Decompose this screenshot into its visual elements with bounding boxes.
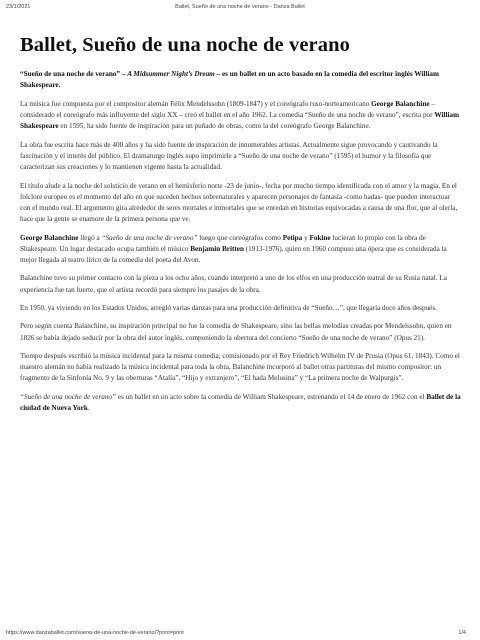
p5-petipa: Petipa bbox=[282, 233, 303, 242]
p10-title: “Sueño de una noche de verano” bbox=[20, 392, 117, 401]
p5-text-4: (1913-1976), quien en 1960 compuso una ópera que es considerada la mejor llegada al teatro lírico de la comedia del poeta del Avon. bbox=[20, 244, 447, 264]
p2-text-1: La música fue compuesta por el compositor alemán Félix Mendelssohn (1809-1847) y el coreógrafo ruso-norteamericano bbox=[20, 99, 372, 108]
p5-title: “Sueño de una noche de verano” bbox=[101, 233, 198, 242]
lead-paragraph bbox=[20, 69, 462, 91]
p5-balanchine: George Balanchine bbox=[20, 233, 79, 242]
article bbox=[20, 34, 462, 421]
p5-text-2: luego que coreógrafos como bbox=[197, 233, 283, 242]
p5-fokine: Fokine bbox=[309, 233, 331, 242]
lead-english-title: A Midsummer Night’s Dream bbox=[127, 69, 215, 78]
print-footer bbox=[6, 626, 474, 636]
lead-text: – es un ballet en un acto basado en la comedia del escritor inglés William Shakespeare. bbox=[20, 69, 439, 89]
print-url: https://www.danzaballet.com/sueno-de-una-noche-de-verano/?print=print bbox=[6, 630, 184, 636]
page-number: 1/4 bbox=[458, 630, 466, 636]
paragraph-9: Tiempo después escribió la música incidental para la misma comedia, comisionado por el Rey Friedrich Wilhelm IV de Prusia (Opus 61, 1843). Como el maestro alemán no había realizado la música incidental para toda la obra, Balanchine incorporó al ballet otras partituras del mismo compositor: un fragmento de la Sinfonía No. 9 y las oberturas “Atalía”, “Hijo y extranjero”, “El hada Melusina” y “La primera noche de Walpurgis”. bbox=[20, 351, 460, 383]
p5-britten: Benjamin Britten bbox=[190, 244, 244, 253]
paragraph-6: Balanchine tuvo su primer contacto con la pieza a los ocho años, cuando interpretó a uno de los elfos en una producción teatral de su Rusia natal. La experiencia fue tan fuerte, que el artista recordó para siempre los pasajes de la obra. bbox=[20, 274, 447, 294]
p2-shakespeare: William Shakespeare bbox=[20, 111, 459, 131]
print-date: 23/1/2021 bbox=[6, 4, 31, 10]
p5-text-1: llegó a bbox=[78, 233, 102, 242]
print-page-title: Ballet, Sueño de una noche de verano - Danza Ballet bbox=[175, 4, 305, 10]
paragraph-10 bbox=[20, 392, 462, 414]
article-title: Ballet, Sueño de una noche de verano bbox=[20, 34, 350, 56]
paragraph-3: La obra fue escrita hace más de 400 años y ha sido fuente de inspiración de innumerables artistas. Actualmente sigue provocando y cautivando la fascinación y el interés del público. El dramaturgo inglés supo imprimirle a “Sueño de una noche de verano” (1595) el humor y la filosofía que caracterizan sus creaciones y lo mantienen vigente hasta la actualidad. bbox=[20, 140, 438, 172]
p10-period: . bbox=[87, 403, 90, 412]
print-header bbox=[6, 4, 474, 14]
paragraph-8: Pero según cuenta Balanchine, su inspiración principal no fue la comedia de Shakespeare, sino las bellas melodías creadas por Mendelssohn, quien en 1826 se había dejado seducir por la obra del autor inglés, componiendo la obertura del concierto “Sueño de una noche de verano” (Opus 21). bbox=[20, 322, 452, 342]
p5-and: y bbox=[302, 233, 310, 242]
paragraph-4: El título alude a la noche del solsticio de verano en el hemisferio norte -23 de junio-, fecha por mucho tiempo identificada con el amor y la magia. En el folclore europeo es el momento del año en que suceden hechos sobrenaturales y aparecen personajes de fantasía -como hadas- que pueden interactuar con el mundo real. El argumento gira alrededor de seres mortales e inmortales que se enredan en historias equivocadas a causa de una flor, que al olerla, hace que la gente se enamore de la primera persona que ve. bbox=[20, 181, 458, 224]
p2-text-3: en 1595, ha sido fuente de inspiración para un puñado de obras, como la del coreógrafo George Balanchine. bbox=[58, 122, 371, 131]
p2-text-2: – considerado el coreógrafo más influyente del siglo XX – creó el ballet en el año 1962. La comedia “Sueño de una noche de verano”, escrita por bbox=[20, 99, 435, 120]
p10-text-1: es un ballet en un acto sobre la comedia de William Shakespeare, estrenando el 14 de enero de 1962 con el bbox=[116, 392, 427, 401]
paragraph-7: En 1950, ya viviendo en los Estados Unidos, arregló varias danzas para una producción definitiva de “Sueño…”, que llegaría doce años después. bbox=[20, 303, 437, 312]
lead-dash: – bbox=[120, 69, 128, 78]
p5-text-3: lucieran lo propio con la obra de Shakespeare. Un lugar destacado ocupa también el músico bbox=[20, 233, 426, 253]
p2-balanchine: George Balanchine bbox=[371, 99, 430, 108]
p10-nyc-ballet: Ballet de la ciudad de Nueva York bbox=[20, 392, 461, 412]
paragraph-2 bbox=[20, 99, 462, 133]
paragraph-5 bbox=[20, 233, 462, 267]
lead-title-quote: “Sueño de una noche de verano” bbox=[20, 69, 121, 78]
